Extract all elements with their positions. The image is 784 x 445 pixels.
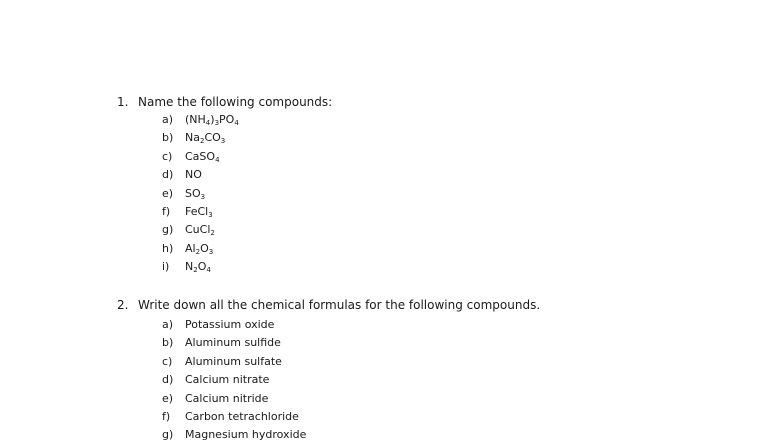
text-part: O: [200, 241, 209, 255]
list-item: [162, 221, 239, 239]
subscript: 3: [200, 192, 206, 201]
text-part: Calcium nitride: [185, 391, 269, 405]
subscript: 4: [206, 266, 211, 275]
list-item-label: a): [162, 318, 174, 331]
list-item: [162, 371, 306, 389]
text-part: Na: [185, 131, 200, 145]
list-item-label: b): [162, 131, 174, 145]
list-item-label: e): [162, 186, 174, 200]
text-part: Carbon tetrachloride: [185, 409, 299, 423]
list-item: [162, 316, 306, 334]
list-item: [162, 258, 239, 276]
text-part: NO: [185, 168, 202, 182]
list-item-label: f): [162, 204, 171, 218]
text-part: Al: [185, 241, 196, 255]
list-item-text: [185, 242, 213, 255]
list-item-label: b): [162, 336, 174, 350]
list-item-text: [185, 410, 299, 423]
question-2-prompt: Write down all the chemical formulas for the following compounds.: [138, 298, 541, 312]
list-item: [162, 148, 239, 166]
list-item-text: [185, 260, 211, 273]
question-2-number: 2.: [117, 298, 129, 312]
list-item-label: i): [162, 260, 170, 274]
list-item: [162, 408, 306, 426]
text-part: SO: [185, 186, 201, 200]
text-part: O: [197, 260, 207, 274]
text-part: N: [185, 260, 194, 274]
list-item-label: d): [162, 373, 174, 387]
text-part: Potassium oxide: [185, 318, 275, 331]
list-item-label: e): [162, 391, 174, 405]
subscript: 3: [208, 210, 213, 219]
subscript: 3: [220, 137, 226, 146]
list-item: [162, 111, 239, 129]
list-item-text: [185, 373, 269, 386]
question-1-items: [162, 111, 239, 277]
text-part: Aluminum sulfate: [185, 354, 282, 368]
list-item: [162, 426, 306, 444]
list-item-label: g): [162, 223, 174, 237]
question-1-prompt: Name the following compounds:: [138, 95, 333, 109]
subscript: 4: [215, 155, 220, 164]
list-item-text: [185, 336, 281, 349]
text-part: Aluminum sulfide: [185, 336, 281, 350]
text-part: CO: [204, 131, 221, 145]
question-1: [117, 93, 332, 111]
list-item-text: [185, 131, 225, 144]
subscript: 2: [193, 266, 198, 275]
list-item-label: c): [162, 149, 173, 163]
question-1-number: 1.: [117, 95, 129, 109]
text-part: Magnesium hydroxide: [185, 428, 307, 442]
list-item: [162, 166, 239, 184]
list-item: [162, 353, 306, 371]
list-item-label: c): [162, 354, 173, 368]
list-item-text: [185, 113, 239, 126]
text-part: FeCl: [185, 204, 209, 218]
list-item: [162, 334, 306, 352]
list-item: [162, 129, 239, 147]
text-part: ): [210, 113, 215, 126]
text-part: (NH: [185, 113, 206, 126]
subscript: 3: [214, 119, 220, 127]
list-item-text: [185, 187, 205, 200]
question-2: [117, 296, 540, 314]
list-item-text: [185, 168, 202, 181]
text-part: Calcium nitrate: [185, 373, 270, 387]
subscript: 4: [234, 119, 239, 127]
list-item-text: [185, 428, 306, 441]
subscript: 4: [205, 119, 211, 127]
text-part: PO: [219, 113, 235, 126]
list-item-label: g): [162, 428, 174, 442]
text-part: CaSO: [185, 149, 216, 163]
subscript: 2: [195, 247, 201, 256]
subscript: 2: [210, 229, 215, 238]
list-item-label: a): [162, 113, 174, 126]
question-2-items: [162, 316, 306, 445]
list-item-text: [185, 205, 213, 218]
list-item-text: [185, 318, 274, 331]
list-item-label: h): [162, 241, 174, 255]
subscript: 3: [208, 247, 214, 256]
list-item: [162, 203, 239, 221]
list-item: [162, 390, 306, 408]
list-item-text: [185, 223, 215, 236]
text-part: CuCl: [185, 223, 211, 237]
list-item-label: d): [162, 168, 174, 182]
list-item-text: [185, 355, 282, 368]
list-item: [162, 240, 239, 258]
list-item-text: [185, 392, 268, 405]
list-item: [162, 185, 239, 203]
list-item-text: [185, 150, 220, 163]
list-item-label: f): [162, 409, 171, 423]
subscript: 2: [199, 137, 205, 146]
